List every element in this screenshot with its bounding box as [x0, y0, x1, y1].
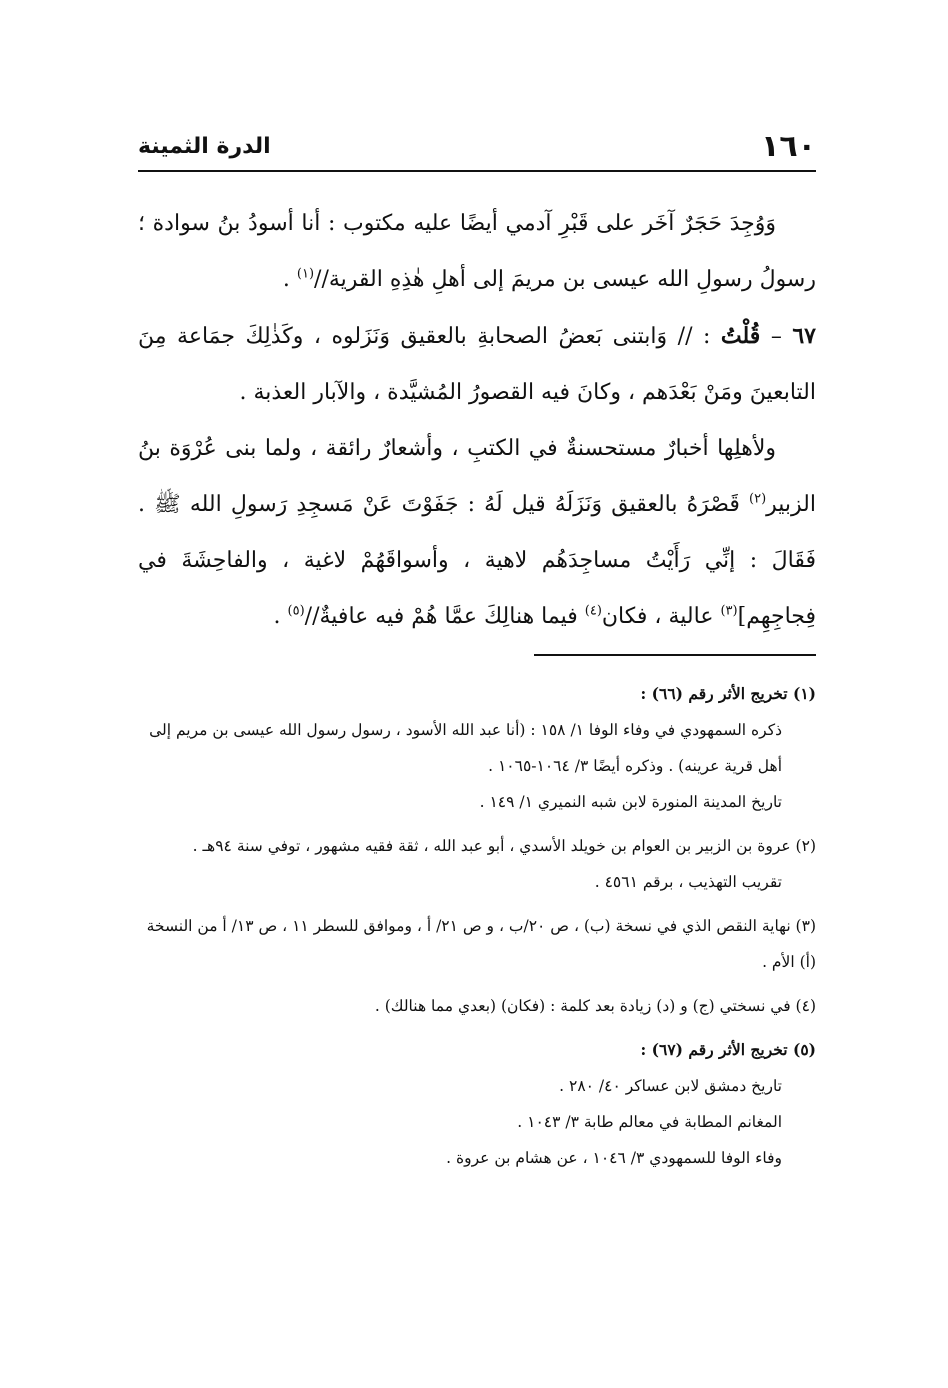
- footnote-5-line-3: وفاء الوفا للسمهودي ٣/ ١٠٤٦ ، عن هشام بن عروة .: [446, 1149, 782, 1167]
- footnote-4-text: (٤) في نسختي (ج) و (د) زيادة بعد كلمة : (فكان) (بعدي مما هنالك) .: [374, 997, 816, 1015]
- footnote-2: [138, 828, 816, 900]
- paragraph-67-text: : // وَابتنى بَعضُ الصحابةِ بالعقيق وَنَزَلوه ، وكَذٰلِكَ جمَاعة مِنَ التابعينَ ومَنْ بَعْدَهم ، وكانَ فيه القصورُ المُشيَّدة ، والآبار العذبة .: [138, 324, 816, 405]
- footnote-1-line-1: ذكره السمهودي في وفاء الوفا ١/ ١٥٨ : (أنا عبد الله الأسود ، رسول رسول الله عيسى بن مريم إلى أهل قرية عرينه) . وذكره أيضًا ٣/ ١٠٦٤-١٠٦٥ .: [149, 721, 782, 775]
- footnote-5-line-2: المغانم المطابة في معالم طابة ٣/ ١٠٤٣ .: [517, 1113, 782, 1131]
- page-header: [138, 118, 816, 172]
- footnote-separator: [534, 654, 816, 656]
- footnote-ref-4: (٤): [584, 603, 602, 619]
- footnote-4: [138, 988, 816, 1024]
- footnote-1-heading: (١) تخريج الأثر رقم (٦٦) :: [640, 684, 816, 703]
- footnote-1-line-2: تاريخ المدينة المنورة لابن شبه النميري ١/ ١٤٩ .: [479, 793, 782, 811]
- footnote-5-heading: (٥) تخريج الأثر رقم (٦٧) :: [640, 1040, 816, 1059]
- footnote-5-line-1: تاريخ دمشق لابن عساكر ٤٠/ ٢٨٠ .: [559, 1077, 782, 1095]
- running-title: الدرة الثمينة: [138, 134, 271, 159]
- footnote-1: [138, 676, 816, 820]
- footnote-ref-5: (٥): [287, 603, 305, 619]
- paragraph-3: [138, 421, 816, 645]
- paragraph-3-text-b: قَصْرَهُ بالعقيق وَنَزَلَهُ قيل لَهُ : جَفَوْتَ عَنْ مَسجِدِ رَسولِ الله ﷺ . فَقَالَ : إنِّي رَأَيْتُ مساجِدَهُم لاهية ، وأسواقَهُمْ لاغية ، والفاحِشَةَ في فِجاجِهِم]: [138, 492, 816, 629]
- footnote-2-heading: (٢) عروة بن الزبير بن العوام بن خويلد الأسدي ، أبو عبد الله ، ثقة فقيه مشهور ، توفي سنة ٩٤هـ .: [192, 837, 816, 855]
- footnote-ref-3: (٣): [720, 603, 738, 619]
- paragraph-3-text-c: عالية ، فكان: [601, 604, 721, 629]
- paragraph-1-text: وَوُجِدَ حَجَرٌ آخَر على قَبْرِ آدمي أيضًا عليه مكتوب : أنا أسودُ بنُ سوادة ؛ رسولُ رسولِ الله عيسى بن مريمَ إلى أهلِ هٰذِهِ القرية//: [138, 211, 816, 292]
- main-text: [138, 196, 816, 645]
- paragraph-67: ٦٧ – قُلْتُ : // وَابتنى بَعضُ الصحابةِ بالعقيق وَنَزَلوه ، وكَذٰلِكَ جمَاعة مِنَ التابعينَ ومَنْ بَعْدَهم ، وكانَ فيه القصورُ المُشيَّدة ، والآبار العذبة .: [138, 323, 816, 405]
- paragraph-3-text-a: ولأهلِها أخبارٌ مستحسنةٌ في الكتبِ ، وأشعارٌ رائقة ، ولما بنى عُرْوَة بنُ الزبير: [138, 436, 816, 517]
- footnote-2-line-1: تقريب التهذيب ، برقم ٤٥٦١ .: [594, 873, 782, 891]
- paragraph-3-text-d: فيما هنالِكَ عمَّا هُمْ فيه عافيةٌ//: [304, 604, 585, 629]
- said-word: قُلْتُ: [720, 323, 761, 349]
- footnote-5: [138, 1032, 816, 1176]
- paragraph-1-end: .: [282, 267, 297, 292]
- paragraph-1: [138, 196, 816, 308]
- footnote-3: [138, 908, 816, 980]
- footnote-ref-1: (١): [296, 266, 315, 282]
- footnote-3-text: (٣) نهاية النقص الذي في نسخة (ب) ، ص ٢٠/ب ، و ص ٢١/ أ ، وموافق للسطر ١١ ، ص ١٣/ أ من النسخة (أ) الأم .: [146, 917, 816, 971]
- footnote-ref-2: (٢): [749, 491, 767, 507]
- page-number: ١٦٠: [761, 129, 816, 164]
- paragraph-3-end: .: [273, 604, 288, 629]
- paragraph-number: ٦٧: [792, 323, 816, 349]
- footnotes: [138, 676, 816, 1184]
